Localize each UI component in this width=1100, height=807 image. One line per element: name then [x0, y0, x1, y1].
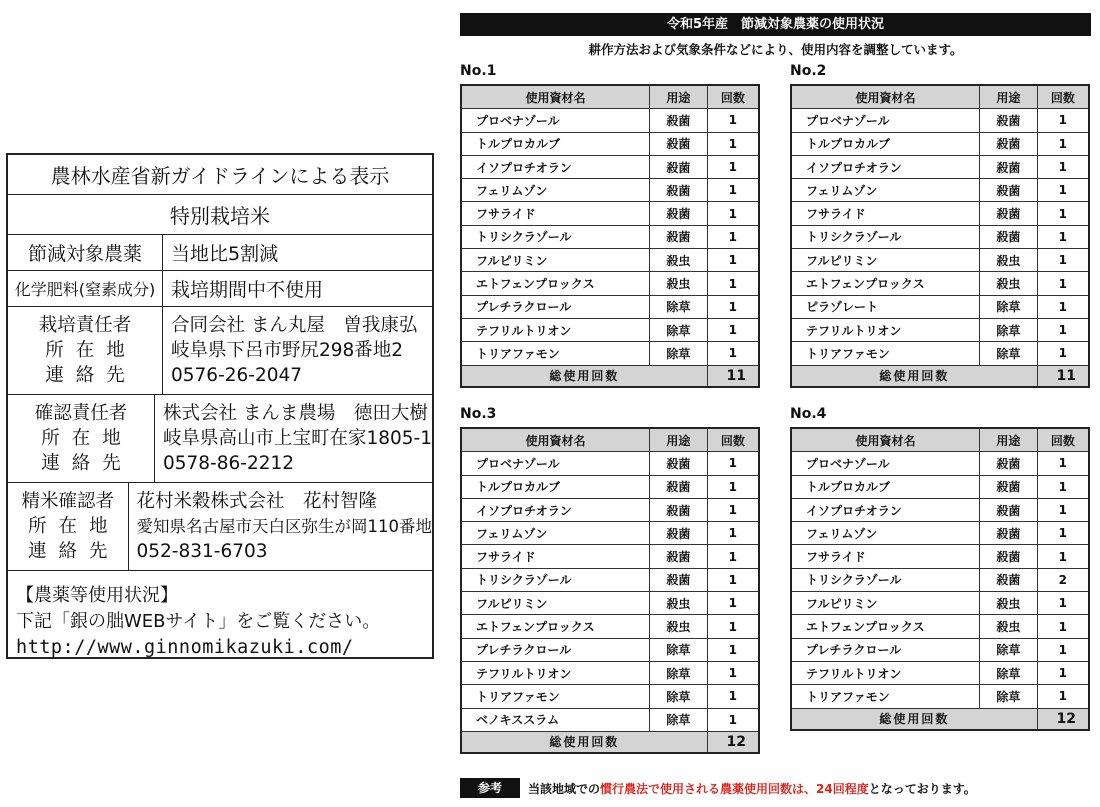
- usage: 殺虫: [980, 272, 1038, 295]
- group-value: 岐阜県下呂市野尻298番地2: [171, 340, 404, 361]
- column-header: 回数: [1037, 428, 1089, 452]
- table-row: [461, 638, 759, 661]
- usage: 殺虫: [980, 592, 1038, 615]
- material-name: テフリルトリオン: [791, 318, 980, 341]
- usage: 殺菌: [980, 522, 1038, 545]
- count: 1: [707, 475, 759, 498]
- reference-note: [460, 778, 976, 798]
- note-tag: 参考: [460, 778, 520, 798]
- count: 1: [707, 109, 759, 132]
- count: 1: [707, 179, 759, 202]
- count: 1: [707, 202, 759, 225]
- group-value: 株式会社 まんま農場 徳田大樹: [162, 403, 428, 424]
- material-name: フェリムゾン: [461, 179, 650, 202]
- material-name: フサライド: [791, 202, 980, 225]
- group-key: 所在地: [45, 340, 137, 361]
- table-row: [791, 615, 1089, 638]
- column-header: 使用資材名: [461, 85, 650, 109]
- count: 1: [707, 318, 759, 341]
- count: 1: [1037, 202, 1089, 225]
- table-row: [461, 132, 759, 155]
- group-key: 精米確認者: [21, 491, 114, 512]
- count: 1: [1037, 318, 1089, 341]
- total-value: 12: [707, 731, 759, 753]
- column-header: 回数: [707, 428, 759, 452]
- material-name: プレチラクロール: [461, 638, 650, 661]
- total-label: 総使用回数: [461, 365, 707, 387]
- footer-heading: 【農薬等使用状況】: [16, 585, 178, 606]
- table-row: [791, 342, 1089, 365]
- group-value: 花村米穀株式会社 花村智隆: [136, 491, 378, 512]
- page-title: 令和5年産 節減対象農薬の使用状況: [460, 13, 1091, 36]
- count: 1: [707, 708, 759, 731]
- table-label-no3: No.3: [460, 406, 497, 422]
- group-value: 岐阜県高山市上宝町在家1805-1: [162, 428, 432, 449]
- table-row: [791, 638, 1089, 661]
- material-name: トルプロカルブ: [791, 475, 980, 498]
- material-name: トルプロカルブ: [461, 475, 650, 498]
- row-key: 節減対象農薬: [8, 235, 163, 270]
- count: 1: [707, 498, 759, 521]
- count: 1: [707, 522, 759, 545]
- material-name: イソプロチオラン: [461, 155, 650, 178]
- count: 1: [707, 685, 759, 708]
- material-name: プロベナゾール: [461, 109, 650, 132]
- total-label: 総使用回数: [461, 731, 707, 753]
- website-url[interactable]: http://www.ginnomikazuki.com/: [16, 637, 354, 658]
- label-group-grower: [8, 307, 432, 395]
- table-row: [791, 661, 1089, 684]
- table-row: [791, 545, 1089, 568]
- column-header: 用途: [980, 85, 1038, 109]
- material-name: プロベナゾール: [461, 452, 650, 475]
- table-row: [791, 685, 1089, 708]
- usage: 殺菌: [980, 475, 1038, 498]
- usage: 殺菌: [650, 568, 708, 591]
- table-row: [791, 452, 1089, 475]
- material-name: エトフェンプロックス: [461, 615, 650, 638]
- table-label-no1: No.1: [460, 63, 497, 79]
- count: 1: [1037, 272, 1089, 295]
- footer-text: 下記「銀の朏WEBサイト」をご覧ください。: [16, 611, 381, 632]
- pesticide-table-no2: [790, 84, 1090, 388]
- usage: 除草: [980, 685, 1038, 708]
- usage: 殺菌: [650, 225, 708, 248]
- note-prefix: 当該地域での: [528, 781, 601, 796]
- usage: 殺虫: [980, 249, 1038, 272]
- note-highlight: 慣行農法で使用される農薬使用回数は、24回程度: [600, 781, 869, 796]
- table-row: [461, 452, 759, 475]
- count: 1: [1037, 685, 1089, 708]
- table-row: [791, 498, 1089, 521]
- note-suffix: となっております。: [868, 781, 976, 796]
- table-row: [791, 155, 1089, 178]
- usage: 除草: [650, 342, 708, 365]
- count: 1: [707, 272, 759, 295]
- material-name: イソプロチオラン: [461, 498, 650, 521]
- label-row-pesticide: [8, 235, 432, 271]
- count: 1: [1037, 452, 1089, 475]
- material-name: トルプロカルブ: [791, 132, 980, 155]
- usage: 除草: [650, 708, 708, 731]
- table-row: [461, 708, 759, 731]
- table-header: [461, 428, 759, 452]
- table-row: [791, 179, 1089, 202]
- material-name: イソプロチオラン: [791, 498, 980, 521]
- usage: 除草: [650, 318, 708, 341]
- label-box: [6, 153, 434, 659]
- total-value: 11: [1037, 365, 1089, 387]
- usage: 殺菌: [980, 568, 1038, 591]
- group-key: 栽培責任者: [38, 315, 132, 336]
- count: 1: [1037, 592, 1089, 615]
- material-name: ベノキススラム: [461, 708, 650, 731]
- total-row: [461, 365, 759, 387]
- count: 1: [1037, 249, 1089, 272]
- material-name: フサライド: [461, 545, 650, 568]
- material-name: フルピリミン: [461, 249, 650, 272]
- count: 1: [1037, 498, 1089, 521]
- count: 1: [1037, 615, 1089, 638]
- label-footer: [8, 571, 432, 661]
- usage: 除草: [980, 318, 1038, 341]
- material-name: フルピリミン: [791, 249, 980, 272]
- count: 1: [707, 342, 759, 365]
- usage: 殺菌: [650, 109, 708, 132]
- table-row: [461, 202, 759, 225]
- usage: 殺菌: [650, 132, 708, 155]
- total-value: 12: [1037, 708, 1089, 730]
- label-row-fertilizer: [8, 271, 432, 307]
- group-key: 連絡先: [41, 453, 133, 474]
- material-name: フルピリミン: [461, 592, 650, 615]
- material-name: トルプロカルブ: [461, 132, 650, 155]
- table-row: [791, 132, 1089, 155]
- total-row: [791, 708, 1089, 730]
- table-row: [791, 295, 1089, 318]
- group-key: 連絡先: [27, 541, 120, 562]
- material-name: イソプロチオラン: [791, 155, 980, 178]
- usage: 殺菌: [980, 498, 1038, 521]
- material-name: トリシクラゾール: [461, 225, 650, 248]
- column-header: 使用資材名: [791, 85, 980, 109]
- material-name: トリアファモン: [461, 685, 650, 708]
- group-value: 合同会社 まん丸屋 曽我康弘: [171, 315, 418, 336]
- count: 1: [1037, 638, 1089, 661]
- material-name: トリアファモン: [791, 342, 980, 365]
- group-key: 所在地: [41, 428, 133, 449]
- column-header: 回数: [1037, 85, 1089, 109]
- count: 1: [1037, 179, 1089, 202]
- group-value: 愛知県名古屋市天白区弥生が岡110番地: [136, 517, 432, 536]
- material-name: プロベナゾール: [791, 109, 980, 132]
- usage: 殺菌: [650, 498, 708, 521]
- count: 1: [707, 545, 759, 568]
- column-header: 使用資材名: [461, 428, 650, 452]
- material-name: プレチラクロール: [791, 638, 980, 661]
- table-row: [791, 522, 1089, 545]
- table-row: [461, 498, 759, 521]
- material-name: エトフェンプロックス: [791, 272, 980, 295]
- table-row: [461, 522, 759, 545]
- material-name: トリアファモン: [461, 342, 650, 365]
- usage: 除草: [650, 685, 708, 708]
- material-name: フサライド: [791, 545, 980, 568]
- count: 1: [707, 452, 759, 475]
- total-label: 総使用回数: [791, 365, 1037, 387]
- table-row: [461, 342, 759, 365]
- count: 2: [1037, 568, 1089, 591]
- count: 1: [1037, 295, 1089, 318]
- label-group-confirmer: [8, 395, 432, 483]
- table-row: [461, 225, 759, 248]
- table-header: [791, 428, 1089, 452]
- total-row: [461, 731, 759, 753]
- table-row: [791, 202, 1089, 225]
- usage: 殺菌: [650, 475, 708, 498]
- usage: 殺菌: [980, 452, 1038, 475]
- group-key: 所在地: [27, 516, 120, 537]
- usage: 殺菌: [650, 452, 708, 475]
- material-name: トリシクラゾール: [461, 568, 650, 591]
- count: 1: [1037, 522, 1089, 545]
- usage: 除草: [650, 295, 708, 318]
- table-row: [461, 592, 759, 615]
- usage: 除草: [980, 661, 1038, 684]
- pesticide-table-no3: [460, 427, 760, 754]
- usage: 殺虫: [650, 615, 708, 638]
- material-name: プロベナゾール: [791, 452, 980, 475]
- usage: 殺菌: [980, 545, 1038, 568]
- count: 1: [707, 249, 759, 272]
- material-name: エトフェンプロックス: [791, 615, 980, 638]
- material-name: フェリムゾン: [791, 522, 980, 545]
- table-row: [791, 249, 1089, 272]
- table-row: [461, 272, 759, 295]
- table-row: [461, 615, 759, 638]
- table-row: [461, 249, 759, 272]
- total-label: 総使用回数: [791, 708, 1037, 730]
- table-row: [461, 685, 759, 708]
- group-value: 0576-26-2047: [171, 365, 303, 386]
- pesticide-table-no4: [790, 427, 1090, 731]
- material-name: トリシクラゾール: [791, 568, 980, 591]
- table-row: [461, 568, 759, 591]
- row-value: 栽培期間中不使用: [171, 279, 324, 301]
- total-value: 11: [707, 365, 759, 387]
- table-row: [461, 179, 759, 202]
- label-product: 特別栽培米: [8, 195, 432, 235]
- table-label-no2: No.2: [790, 63, 827, 79]
- usage: 殺菌: [980, 202, 1038, 225]
- usage: 殺菌: [980, 132, 1038, 155]
- usage: 殺菌: [980, 225, 1038, 248]
- table-row: [791, 568, 1089, 591]
- table-row: [791, 475, 1089, 498]
- usage: 殺虫: [650, 272, 708, 295]
- count: 1: [1037, 475, 1089, 498]
- table-row: [791, 592, 1089, 615]
- table-row: [791, 225, 1089, 248]
- table-row: [461, 475, 759, 498]
- usage: 殺虫: [980, 615, 1038, 638]
- usage: 殺虫: [650, 592, 708, 615]
- count: 1: [707, 568, 759, 591]
- column-header: 用途: [650, 85, 708, 109]
- usage: 殺菌: [980, 179, 1038, 202]
- usage: 殺虫: [650, 249, 708, 272]
- usage: 殺菌: [980, 109, 1038, 132]
- usage: 除草: [980, 638, 1038, 661]
- label-title: 農林水産省新ガイドラインによる表示: [8, 155, 432, 195]
- material-name: トリシクラゾール: [791, 225, 980, 248]
- usage: 除草: [980, 342, 1038, 365]
- usage: 殺菌: [650, 179, 708, 202]
- usage: 除草: [650, 661, 708, 684]
- table-row: [461, 318, 759, 341]
- usage: 殺菌: [650, 202, 708, 225]
- count: 1: [707, 592, 759, 615]
- table-header: [461, 85, 759, 109]
- material-name: テフリルトリオン: [461, 661, 650, 684]
- material-name: トリアファモン: [791, 685, 980, 708]
- table-row: [791, 109, 1089, 132]
- table-row: [461, 661, 759, 684]
- count: 1: [707, 661, 759, 684]
- count: 1: [1037, 109, 1089, 132]
- table-row: [461, 109, 759, 132]
- count: 1: [707, 295, 759, 318]
- label-group-miller: [8, 483, 432, 571]
- page-subtitle: 耕作方法および気象条件などにより、使用内容を調整しています。: [588, 42, 963, 57]
- table-header: [791, 85, 1089, 109]
- usage: 殺菌: [980, 155, 1038, 178]
- count: 1: [1037, 155, 1089, 178]
- table-row: [791, 272, 1089, 295]
- group-key: 連絡先: [45, 365, 137, 386]
- group-value: 0578-86-2212: [162, 453, 295, 474]
- usage: 除草: [650, 638, 708, 661]
- material-name: フサライド: [461, 202, 650, 225]
- table-row: [461, 155, 759, 178]
- pesticide-table-no1: [460, 84, 760, 388]
- count: 1: [707, 155, 759, 178]
- material-name: テフリルトリオン: [461, 318, 650, 341]
- material-name: フェリムゾン: [791, 179, 980, 202]
- group-key: 確認責任者: [34, 403, 128, 424]
- table-row: [791, 318, 1089, 341]
- material-name: ピラゾレート: [791, 295, 980, 318]
- row-value: 当地比5割減: [171, 243, 279, 265]
- material-name: フルピリミン: [791, 592, 980, 615]
- column-header: 使用資材名: [791, 428, 980, 452]
- total-row: [791, 365, 1089, 387]
- column-header: 回数: [707, 85, 759, 109]
- count: 1: [707, 132, 759, 155]
- count: 1: [1037, 225, 1089, 248]
- column-header: 用途: [980, 428, 1038, 452]
- group-value: 052-831-6703: [136, 541, 268, 562]
- usage: 殺菌: [650, 545, 708, 568]
- material-name: プレチラクロール: [461, 295, 650, 318]
- count: 1: [1037, 132, 1089, 155]
- count: 1: [1037, 545, 1089, 568]
- material-name: テフリルトリオン: [791, 661, 980, 684]
- table-row: [461, 295, 759, 318]
- column-header: 用途: [650, 428, 708, 452]
- usage: 殺菌: [650, 155, 708, 178]
- row-key: 化学肥料(窒素成分): [8, 271, 163, 306]
- count: 1: [707, 225, 759, 248]
- count: 1: [1037, 342, 1089, 365]
- count: 1: [707, 638, 759, 661]
- count: 1: [707, 615, 759, 638]
- usage: 除草: [980, 295, 1038, 318]
- count: 1: [1037, 661, 1089, 684]
- material-name: フェリムゾン: [461, 522, 650, 545]
- material-name: エトフェンプロックス: [461, 272, 650, 295]
- table-label-no4: No.4: [790, 406, 827, 422]
- table-row: [461, 545, 759, 568]
- usage: 殺菌: [650, 522, 708, 545]
